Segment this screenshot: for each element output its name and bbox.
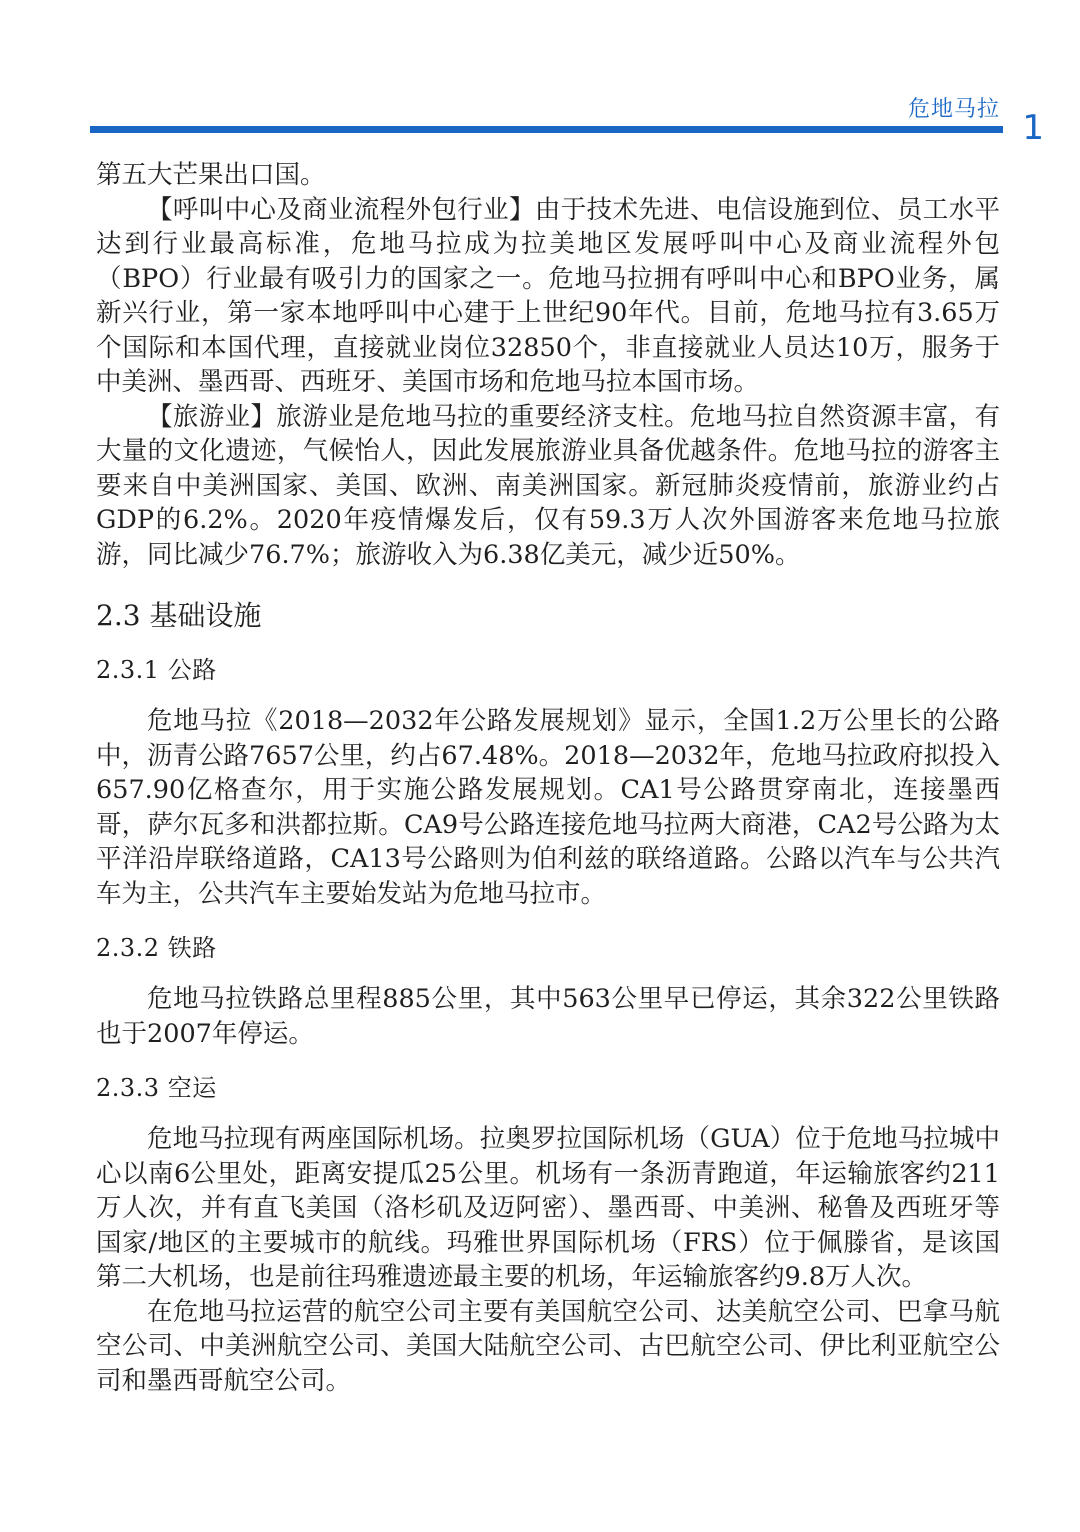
body-paragraph: 【呼叫中心及商业流程外包行业】由于技术先进、电信设施到位、员工水平达到行业最高标准，危地马拉成为拉美地区发展呼叫中心及商业流程外包（BPO）行业最有吸引力的国家之一。危地马拉拥有呼叫中心和BPO业务，属新兴行业，第一家本地呼叫中心建于上世纪90年代。目前，危地马拉有3.65万个国际和本国代理，直接就业岗位32850个，非直接就业人员达10万，服务于中美洲、墨西哥、西班牙、美国市场和危地马拉本国市场。: [96, 194, 1000, 397]
page-body: [96, 158, 1000, 1398]
body-paragraph: 第五大芒果出口国。: [96, 160, 326, 190]
subsection-heading: 2.3.1 公路: [96, 656, 217, 684]
section-heading: 2.3 基础设施: [96, 599, 262, 632]
body-paragraph: 危地马拉现有两座国际机场。拉奥罗拉国际机场（GUA）位于危地马拉城中心以南6公里处，距离安提瓜25公里。机场有一条沥青跑道，年运输旅客约211万人次，并有直飞美国（洛杉矶及迈阿密）、墨西哥、中美洲、秘鲁及西班牙等国家/地区的主要城市的航线。玛雅世界国际机场（FRS）位于佩滕省，是该国第二大机场，也是前往玛雅遗迹最主要的机场，年运输旅客约9.8万人次。: [96, 1124, 1000, 1292]
body-paragraph: 【旅游业】旅游业是危地马拉的重要经济支柱。危地马拉自然资源丰富，有大量的文化遗迹，气候怡人，因此发展旅游业具备优越条件。危地马拉的游客主要来自中美洲国家、美国、欧洲、南美洲国家。新冠肺炎疫情前，旅游业约占GDP的6.2%。2020年疫情爆发后，仅有59.3万人次外国游客来危地马拉旅游，同比减少76.7%；旅游收入为6.38亿美元，减少近50%。: [96, 401, 1000, 570]
header-rule: [90, 126, 1003, 133]
page-number: 1: [1022, 108, 1044, 148]
subsection-heading: 2.3.2 铁路: [96, 934, 217, 962]
body-paragraph: 在危地马拉运营的航空公司主要有美国航空公司、达美航空公司、巴拿马航空公司、中美洲航空公司、美国大陆航空公司、古巴航空公司、伊比利亚航空公司和墨西哥航空公司。: [96, 1296, 1000, 1396]
subsection-heading: 2.3.3 空运: [96, 1074, 217, 1102]
running-header-title: 危地马拉: [907, 97, 1000, 122]
body-paragraph: 危地马拉铁路总里程885公里，其中563公里早已停运，其余322公里铁路也于2007年停运。: [96, 984, 1000, 1049]
body-paragraph: 危地马拉《2018—2032年公路发展规划》显示，全国1.2万公里长的公路中，沥青公路7657公里，约占67.48%。2018—2032年，危地马拉政府拟投入657.90亿格查尔，用于实施公路发展规划。CA1号公路贯穿南北，连接墨西哥，萨尔瓦多和洪都拉斯。CA9号公路连接危地马拉两大商港，CA2号公路为太平洋沿岸联络道路，CA13号公路则为伯利兹的联络道路。公路以汽车与公共汽车为主，公共汽车主要始发站为危地马拉市。: [96, 706, 1000, 909]
